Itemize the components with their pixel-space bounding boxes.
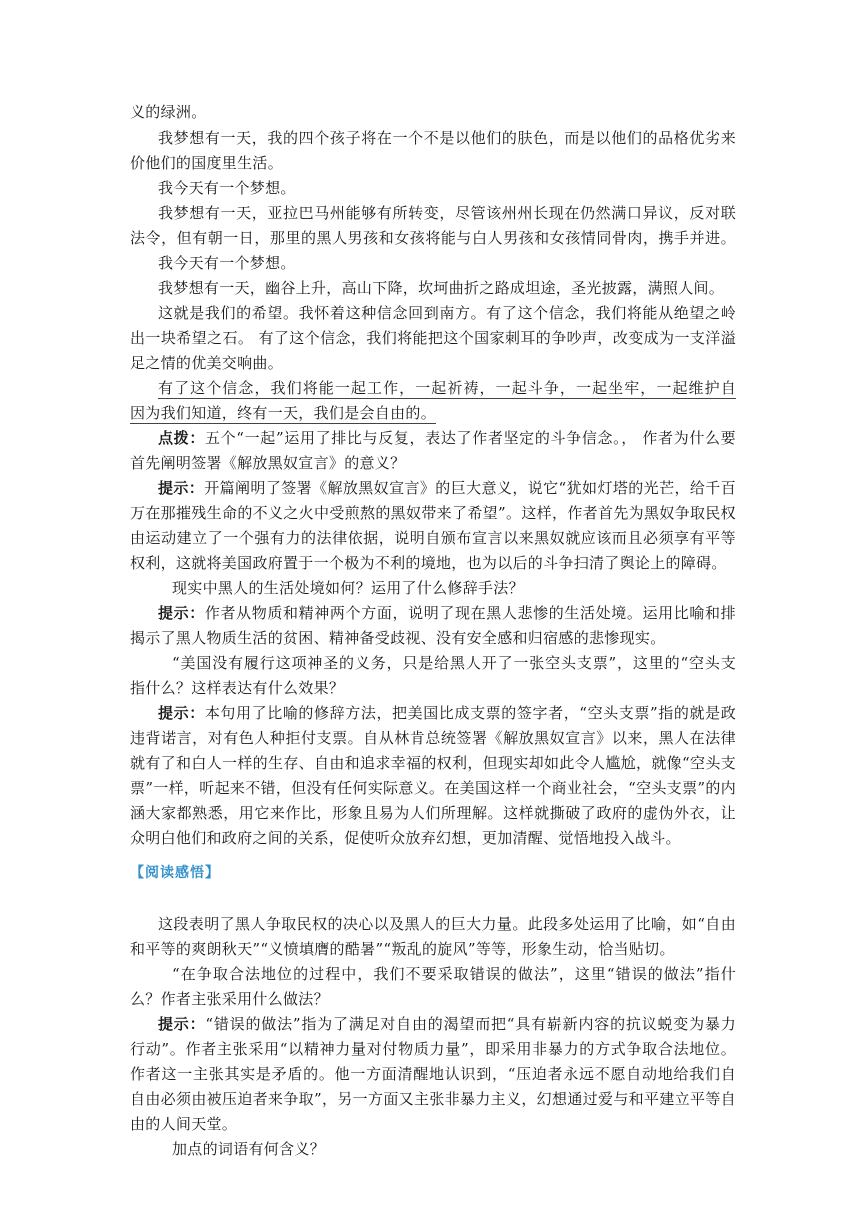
text-line: [158, 376, 736, 401]
hint-line: [158, 601, 736, 626]
hint-text: 作者从物质和精神两个方面，说明了现在黑人悲惨的生活处境。运用比喻和排: [204, 604, 736, 622]
question-line: 现实中黑人的生活处境如何？运用了什么修辞手法？: [172, 579, 524, 597]
question-line: 么？作者主张采用什么做法？: [130, 990, 329, 1008]
text-line: 我今天有一个梦想。: [158, 254, 296, 272]
text-line: [130, 401, 736, 426]
text-line: 我梦想有一天，亚拉巴马州能够有所转变，尽管该州州长现在仍然满口异议，反对联: [158, 204, 736, 222]
hint-text: 本句用了比喻的修辞方法，把美国比成支票的签字者，“空头支票”指的就是政: [204, 704, 736, 722]
text-line: 义的绿洲。: [130, 103, 207, 121]
question-line: 指什么？这样表达有什么效果？: [130, 679, 345, 697]
hint-label: 提示：: [158, 479, 205, 497]
note-text: 五个“一起”运用了排比与反复，表达了作者坚定的斗争信念。， 作者为什么要: [204, 429, 736, 447]
note-line: 首先阐明签署《解放黑奴宣言》的意义？: [130, 454, 406, 472]
section-title: 【阅读感悟】: [130, 865, 220, 881]
underlined-text: 有了这个信念，我们将能一起工作，一起祈祷，一起斗争，一起坐牢，一起维护自: [158, 379, 736, 401]
hint-text: 开篇阐明了签署《解放黑奴宣言》的巨大意义，说它“犹如灯塔的光芒，给千百: [204, 479, 736, 497]
hint-line: 自由必须由被压迫者来争取”，另一方面又主张非暴力主义，幻想通过爱与和平建立平等自: [130, 1090, 736, 1108]
hint-line: 涵大家都熟悉，用它来作比，形象且易为人们所理解。这样就撕破了政府的虚伪外衣，让: [130, 804, 736, 822]
hint-line: 就有了和白人一样的生存、自由和追求幸福的权利，但现实却如此令人尴尬，就像“空头支: [130, 754, 736, 772]
hint-line: 作者这一主张其实是矛盾的。他一方面清醒地认识到，“压迫者永远不愿自动地给我们自: [130, 1065, 736, 1083]
hint-line: 权利，这就将美国政府置于一个极为不利的境地，也为以后的斗争扫清了舆论上的障碍。: [130, 554, 727, 572]
text-line: 我今天有一个梦想。: [158, 179, 296, 197]
hint-text: “错误的做法”指为了满足对自由的渴望而把“具有崭新内容的抗议蜕变为暴力: [205, 1015, 736, 1033]
hint-line: 由运动建立了一个强有力的法律依据，说明自颁布宣言以来黑奴就应该而且必须享有平等: [130, 529, 736, 547]
text-line: 我梦想有一天，我的四个孩子将在一个不是以他们的肤色，而是以他们的品格优劣来: [158, 129, 736, 147]
hint-line: 由的人间天堂。: [130, 1115, 238, 1133]
hint-label: 提示：: [158, 704, 205, 722]
hint-line: 众明白他们和政府之间的关系，促使听众放弃幻想，更加清醒、觉悟地投入战斗。: [130, 829, 681, 847]
question-line: “美国没有履行这项神圣的义务，只是给黑人开了一张空头支票”，这里的“空头支: [172, 654, 736, 672]
hint-label: 提示：: [158, 1015, 206, 1033]
hint-line: 揭示了黑人物质生活的贫困、精神备受歧视、没有安全感和归宿感的悲惨现实。: [130, 629, 666, 647]
hint-line: 行动”。作者主张采用“以精神力量对付物质力量”，即采用非暴力的方式争取合法地位。: [130, 1040, 736, 1058]
text-line: 法令，但有朝一日，那里的黑人男孩和女孩将能与白人男孩和女孩情同骨肉，携手并进。: [130, 229, 736, 247]
text-line: 和平等的爽朗秋天”“义愤填膺的酷暑”“叛乱的旋风”等等，形象生动，恰当贴切。: [130, 940, 675, 958]
text-line: 这就是我们的希望。我怀着这种信念回到南方。有了这个信念，我们将能从绝望之岭: [158, 304, 736, 322]
hint-line: [158, 1012, 736, 1037]
hint-line: 万在那摧残生命的不义之火中受煎熬的黑奴带来了希望”。这样，作者首先为黑奴争取民权: [130, 504, 736, 522]
question-line: “在争取合法地位的过程中，我们不要采取错误的做法”，这里“错误的做法”指什: [172, 965, 736, 983]
text-line: 价他们的国度里生活。: [130, 154, 284, 172]
text-line: 出一块希望之石。 有了这个信念，我们将能把这个国家刺耳的争吵声，改变成为一支洋溢: [130, 329, 736, 347]
question-line: 加点的词语有何含义？: [172, 1140, 326, 1158]
text-line: 这段表明了黑人争取民权的决心以及黑人的巨大力量。此段多处运用了比喻，如“自由: [158, 915, 736, 933]
hint-label: 提示：: [158, 604, 205, 622]
underlined-text: 因为我们知道，终有一天，我们是会自由的。: [130, 404, 437, 422]
hint-line: 违背诺言，对有色人种拒付支票。自从林肯总统签署《解放黑奴宣言》以来，黑人在法律: [130, 729, 736, 747]
hint-line: 票”一样，听起来不错，但没有任何实际意义。在美国这样一个商业社会，“空头支票”的内: [130, 779, 736, 797]
text-line: 我梦想有一天，幽谷上升，高山下降，坎坷曲折之路成坦途，圣光披露，满照人间。: [158, 279, 725, 297]
hint-line: [158, 476, 736, 501]
note-line: [158, 426, 736, 451]
hint-line: [158, 701, 736, 726]
note-label: 点拨：: [158, 429, 205, 447]
text-line: 足之情的优美交响曲。: [130, 354, 284, 372]
